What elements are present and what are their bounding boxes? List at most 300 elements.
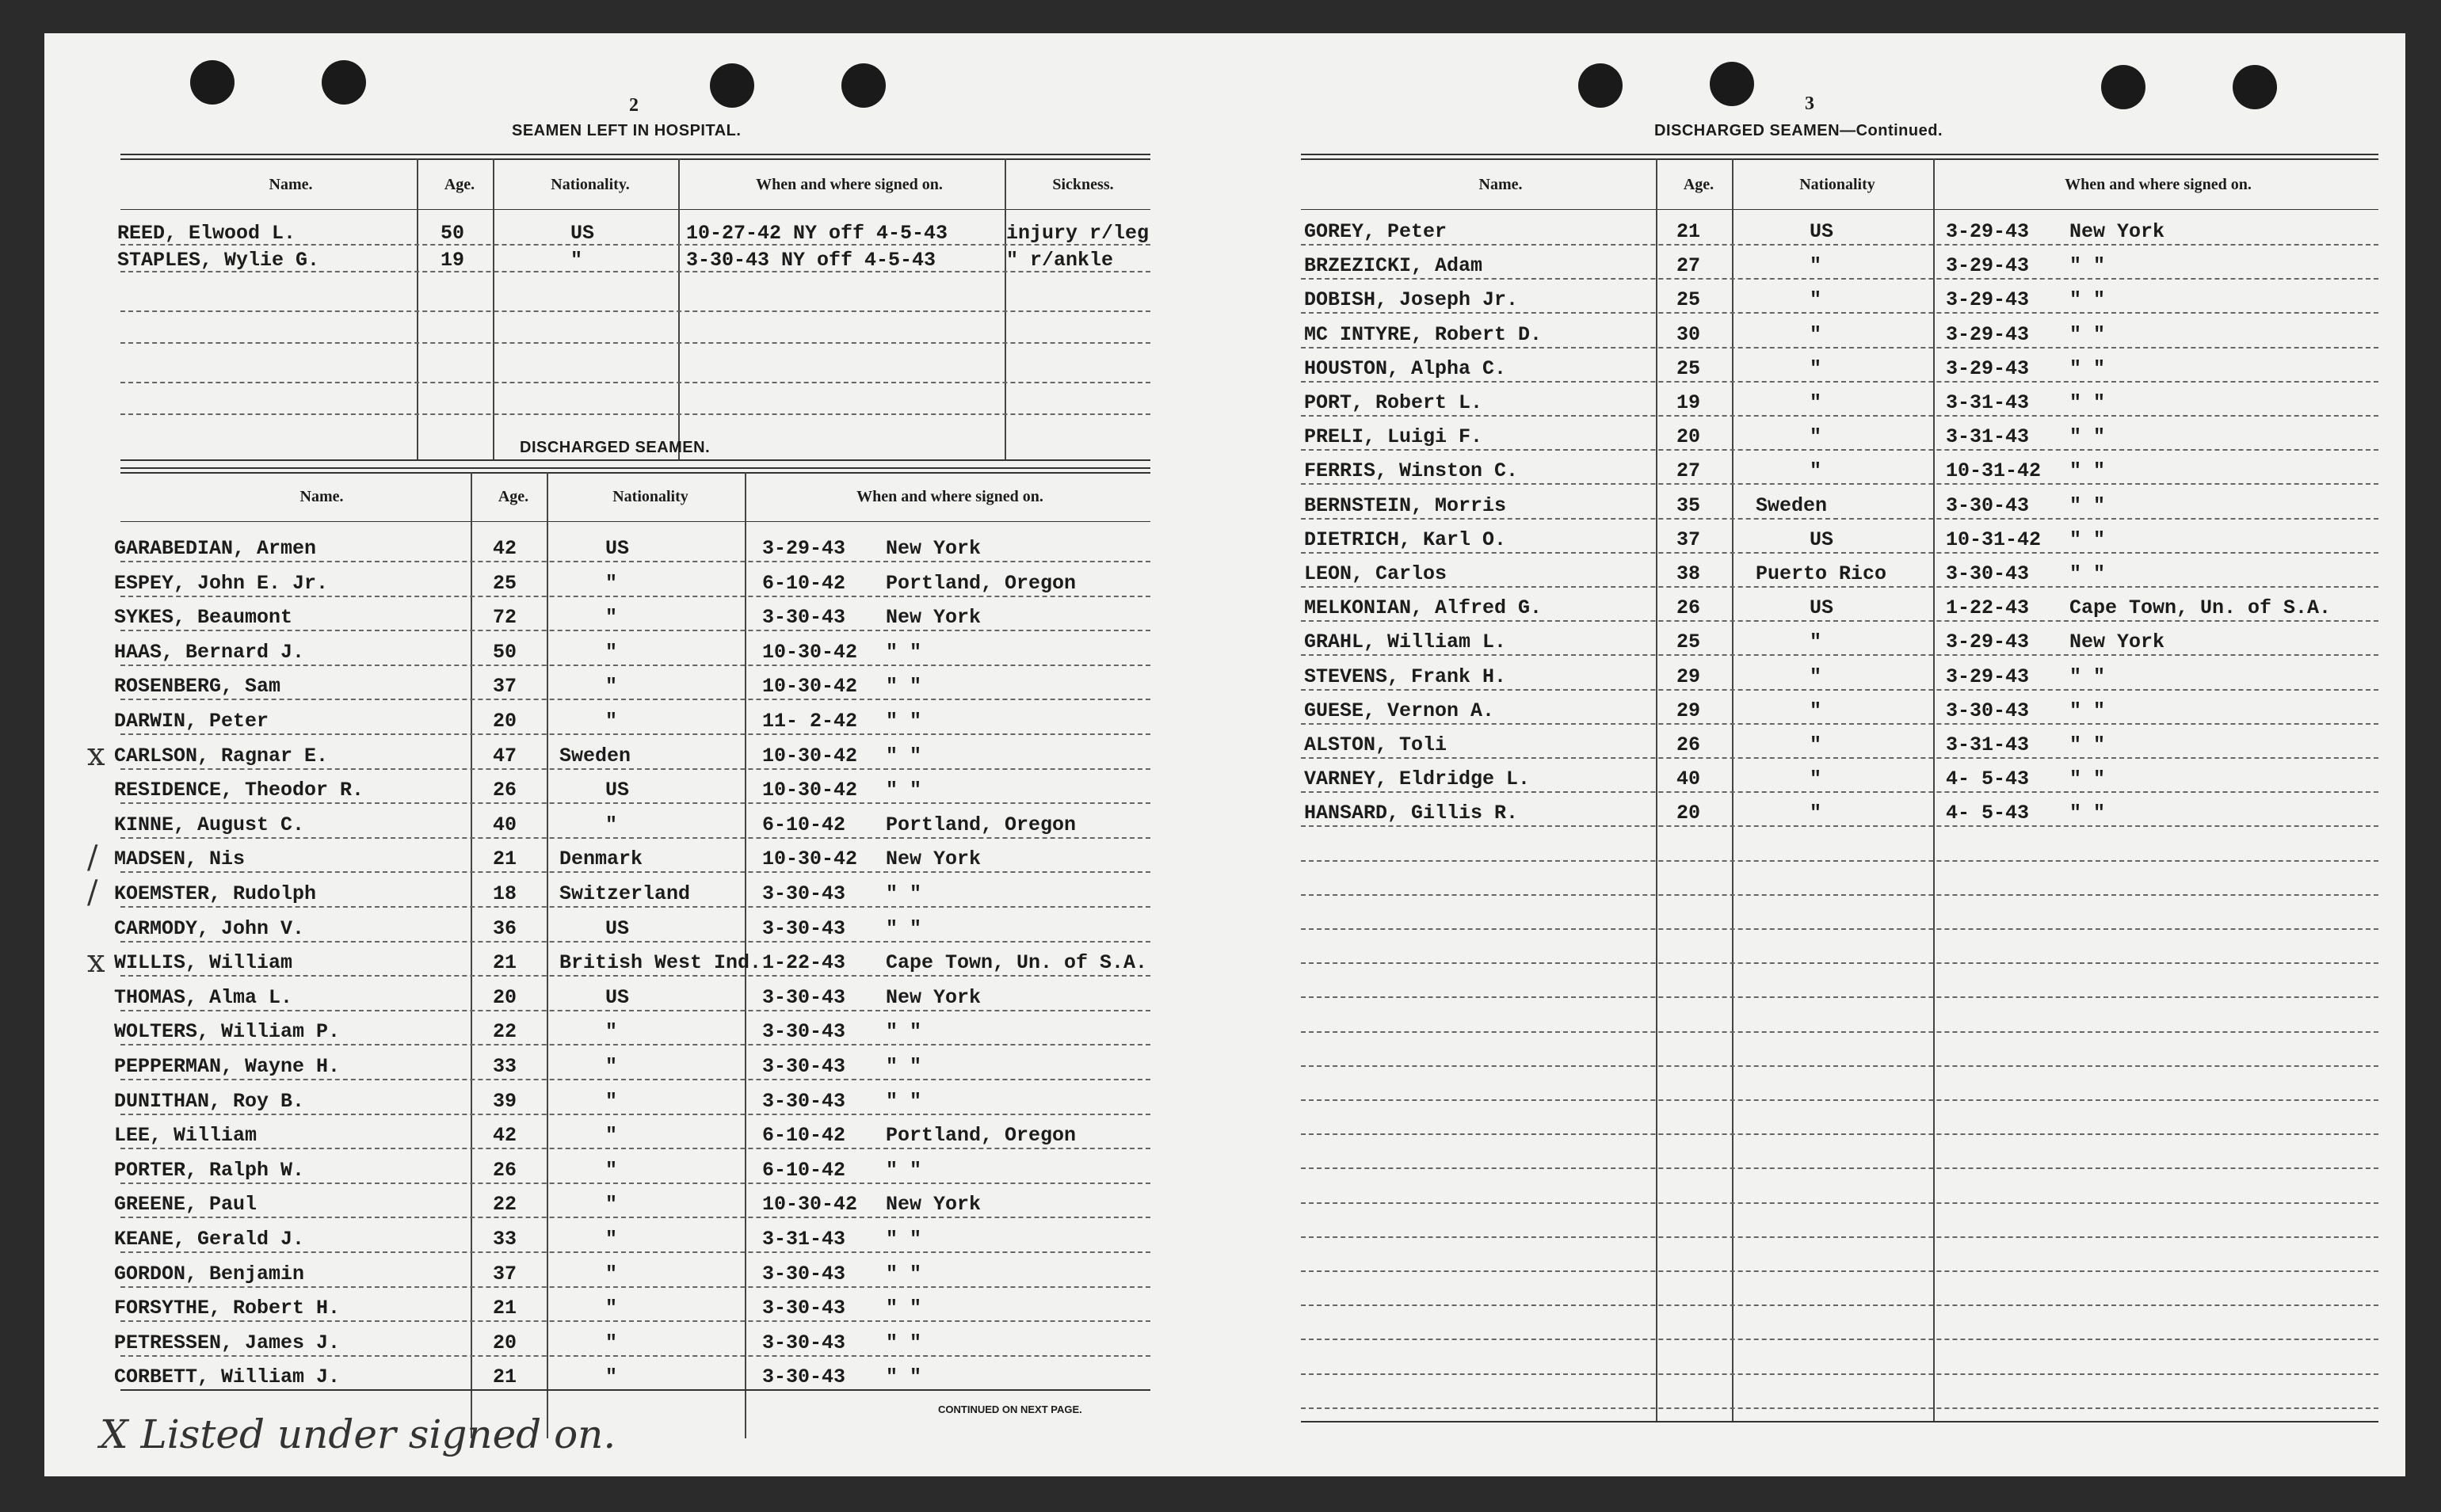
seaman-place-cell: " " xyxy=(2069,528,2106,551)
seaman-name-cell: ROSENBERG, Sam xyxy=(114,675,281,698)
seaman-nationality-cell: " xyxy=(1810,459,1822,482)
seaman-age-cell: 42 xyxy=(493,537,517,560)
seaman-age-cell: 26 xyxy=(1676,733,1701,756)
seaman-date-cell: 3-30-43 xyxy=(762,606,846,629)
seaman-age-cell: 21 xyxy=(493,1365,517,1388)
seaman-name-cell: CARLSON, Ragnar E. xyxy=(114,745,329,767)
hospital-sickness-cell: " r/ankle xyxy=(1006,249,1114,272)
row-rule xyxy=(1301,928,2378,930)
cross-mark: x xyxy=(87,737,105,773)
seaman-place-cell: " " xyxy=(2069,699,2106,722)
seaman-age-cell: 21 xyxy=(493,847,517,870)
seaman-date-cell: 4- 5-43 xyxy=(1946,802,2030,825)
seaman-place-cell: New York xyxy=(2069,630,2165,653)
right-section-title: DISCHARGED SEAMEN—Continued. xyxy=(1654,122,1943,139)
seaman-name-cell: MELKONIAN, Alfred G. xyxy=(1304,596,1543,619)
seaman-name-cell: KINNE, August C. xyxy=(114,813,305,836)
right-header-signed: When and where signed on. xyxy=(2065,176,2252,193)
seaman-age-cell: 39 xyxy=(493,1090,517,1113)
seaman-age-cell: 37 xyxy=(493,1263,517,1285)
row-rule xyxy=(1301,552,2378,554)
seaman-date-cell: 6-10-42 xyxy=(762,572,846,595)
page-number-right: 3 xyxy=(1805,93,1814,114)
seaman-name-cell: HOUSTON, Alpha C. xyxy=(1304,357,1507,380)
seaman-date-cell: 10-30-42 xyxy=(762,675,858,698)
seaman-place-cell: " " xyxy=(886,779,922,802)
hospital-nationality-cell: US xyxy=(570,222,595,245)
row-rule xyxy=(120,975,1150,977)
row-rule xyxy=(1301,312,2378,314)
discharged-section-title: DISCHARGED SEAMEN. xyxy=(520,439,711,456)
row-rule xyxy=(1301,689,2378,691)
row-rule xyxy=(120,802,1150,804)
seaman-place-cell: New York xyxy=(886,537,982,560)
seaman-name-cell: SYKES, Beaumont xyxy=(114,606,293,629)
seaman-name-cell: DARWIN, Peter xyxy=(114,710,269,733)
seaman-date-cell: 3-30-43 xyxy=(762,1365,846,1388)
seaman-place-cell: " " xyxy=(886,1020,922,1043)
seaman-age-cell: 30 xyxy=(1676,323,1701,346)
seaman-nationality-cell: US xyxy=(605,537,630,560)
seaman-name-cell: GOREY, Peter xyxy=(1304,220,1447,243)
seaman-name-cell: GARABEDIAN, Armen xyxy=(114,537,317,560)
column-divider xyxy=(471,472,472,1438)
seaman-date-cell: 6-10-42 xyxy=(762,1124,846,1147)
rule xyxy=(120,154,1150,155)
seaman-date-cell: 3-29-43 xyxy=(1946,665,2030,688)
seaman-date-cell: 3-30-43 xyxy=(762,917,846,940)
seaman-name-cell: GUESE, Vernon A. xyxy=(1304,699,1495,722)
rule xyxy=(120,472,1150,474)
seaman-age-cell: 25 xyxy=(1676,630,1701,653)
punch-hole xyxy=(322,60,366,105)
row-rule xyxy=(1301,1167,2378,1169)
hospital-sickness-cell: injury r/leg xyxy=(1006,222,1150,245)
row-rule xyxy=(1301,586,2378,588)
seaman-date-cell: 3-30-43 xyxy=(762,882,846,905)
seaman-place-cell: " " xyxy=(2069,391,2106,414)
punch-hole xyxy=(710,63,754,108)
seaman-nationality-cell: US xyxy=(1810,220,1834,243)
seaman-nationality-cell: US xyxy=(605,779,630,802)
row-rule xyxy=(120,310,1150,312)
seaman-date-cell: 6-10-42 xyxy=(762,813,846,836)
seaman-date-cell: 1-22-43 xyxy=(762,951,846,974)
seaman-date-cell: 3-29-43 xyxy=(1946,630,2030,653)
row-rule xyxy=(1301,347,2378,348)
row-rule xyxy=(1301,483,2378,485)
seaman-name-cell: DOBISH, Joseph Jr. xyxy=(1304,288,1519,311)
hospital-signed-cell: 10-27-42 NY off 4-5-43 xyxy=(686,222,948,245)
row-rule xyxy=(120,1044,1150,1045)
seaman-name-cell: FERRIS, Winston C. xyxy=(1304,459,1519,482)
row-rule xyxy=(1301,1339,2378,1340)
seaman-nationality-cell: " xyxy=(1810,733,1822,756)
seaman-date-cell: 10-30-42 xyxy=(762,1193,858,1216)
seaman-nationality-cell: " xyxy=(1810,357,1822,380)
seaman-age-cell: 47 xyxy=(493,745,517,767)
cross-mark: x xyxy=(87,943,105,980)
seaman-nationality-cell: Puerto Rico xyxy=(1756,562,1887,585)
seaman-name-cell: CARMODY, John V. xyxy=(114,917,305,940)
seaman-place-cell: New York xyxy=(886,847,982,870)
seaman-nationality-cell: " xyxy=(605,606,618,629)
row-rule xyxy=(120,271,1150,272)
row-rule xyxy=(120,596,1150,597)
seaman-age-cell: 20 xyxy=(1676,802,1701,825)
seaman-age-cell: 20 xyxy=(493,1331,517,1354)
seaman-place-cell: " " xyxy=(886,745,922,767)
seaman-place-cell: Portland, Oregon xyxy=(886,813,1077,836)
seaman-date-cell: 1-22-43 xyxy=(1946,596,2030,619)
seaman-age-cell: 25 xyxy=(493,572,517,595)
row-rule xyxy=(120,871,1150,873)
seaman-age-cell: 21 xyxy=(1676,220,1701,243)
seaman-nationality-cell: " xyxy=(605,1228,618,1251)
row-rule xyxy=(1301,278,2378,280)
row-rule xyxy=(120,837,1150,839)
seaman-nationality-cell: " xyxy=(1810,630,1822,653)
row-rule xyxy=(1301,1065,2378,1067)
seaman-nationality-cell: " xyxy=(605,1055,618,1078)
seaman-nationality-cell: US xyxy=(1810,596,1834,619)
seaman-name-cell: DUNITHAN, Roy B. xyxy=(114,1090,305,1113)
seaman-nationality-cell: Sweden xyxy=(1756,494,1828,517)
seaman-place-cell: " " xyxy=(2069,459,2106,482)
seaman-nationality-cell: " xyxy=(605,1124,618,1147)
seaman-name-cell: DIETRICH, Karl O. xyxy=(1304,528,1507,551)
seaman-date-cell: 10-31-42 xyxy=(1946,459,2042,482)
row-rule xyxy=(1301,757,2378,759)
seaman-age-cell: 42 xyxy=(493,1124,517,1147)
seaman-nationality-cell: " xyxy=(605,1159,618,1182)
seaman-nationality-cell: " xyxy=(1810,323,1822,346)
seaman-date-cell: 3-30-43 xyxy=(762,1090,846,1113)
seaman-age-cell: 33 xyxy=(493,1055,517,1078)
seaman-name-cell: THOMAS, Alma L. xyxy=(114,986,293,1009)
seaman-age-cell: 21 xyxy=(493,1297,517,1320)
seaman-place-cell: " " xyxy=(886,1331,922,1354)
seaman-nationality-cell: " xyxy=(1810,699,1822,722)
row-rule xyxy=(1301,1133,2378,1135)
row-rule xyxy=(120,1251,1150,1253)
seaman-nationality-cell: " xyxy=(1810,391,1822,414)
seaman-date-cell: 3-31-43 xyxy=(1946,391,2030,414)
rule xyxy=(1301,209,2378,210)
seaman-place-cell: " " xyxy=(2069,562,2106,585)
seaman-name-cell: RESIDENCE, Theodor R. xyxy=(114,779,364,802)
seaman-name-cell: FORSYTHE, Robert H. xyxy=(114,1297,341,1320)
row-rule xyxy=(120,733,1150,735)
seaman-nationality-cell: " xyxy=(1810,288,1822,311)
handwritten-note: X Listed under signed on. xyxy=(100,1411,616,1457)
seaman-date-cell: 3-30-43 xyxy=(762,1055,846,1078)
seaman-date-cell: 3-29-43 xyxy=(1946,357,2030,380)
seaman-name-cell: ALSTON, Toli xyxy=(1304,733,1447,756)
row-rule xyxy=(1301,1407,2378,1409)
seaman-nationality-cell: US xyxy=(605,986,630,1009)
seaman-nationality-cell: " xyxy=(605,1020,618,1043)
row-rule xyxy=(120,665,1150,666)
row-rule xyxy=(1301,449,2378,451)
seaman-name-cell: KEANE, Gerald J. xyxy=(114,1228,305,1251)
seaman-place-cell: " " xyxy=(2069,357,2106,380)
seaman-place-cell: Cape Town, Un. of S.A. xyxy=(886,951,1148,974)
hospital-header-nationality: Nationality. xyxy=(551,176,630,193)
row-rule xyxy=(120,244,1150,246)
punch-hole xyxy=(841,63,886,108)
seaman-age-cell: 25 xyxy=(1676,288,1701,311)
seaman-name-cell: GRAHL, William L. xyxy=(1304,630,1507,653)
seaman-date-cell: 3-30-43 xyxy=(1946,494,2030,517)
seaman-nationality-cell: " xyxy=(1810,254,1822,277)
rule xyxy=(1301,154,2378,155)
seaman-place-cell: " " xyxy=(886,1263,922,1285)
seaman-name-cell: GORDON, Benjamin xyxy=(114,1263,305,1285)
seaman-nationality-cell: " xyxy=(605,710,618,733)
row-rule xyxy=(1301,1373,2378,1375)
seaman-age-cell: 20 xyxy=(1676,425,1701,448)
seaman-age-cell: 18 xyxy=(493,882,517,905)
hospital-header-name: Name. xyxy=(269,176,313,193)
seaman-name-cell: PEPPERMAN, Wayne H. xyxy=(114,1055,341,1078)
seaman-age-cell: 36 xyxy=(493,917,517,940)
seaman-age-cell: 26 xyxy=(493,779,517,802)
seaman-age-cell: 19 xyxy=(1676,391,1701,414)
row-rule xyxy=(120,699,1150,700)
row-rule xyxy=(120,941,1150,943)
hospital-name-cell: REED, Elwood L. xyxy=(117,222,296,245)
seaman-nationality-cell: " xyxy=(1810,665,1822,688)
rule xyxy=(120,158,1150,160)
row-rule xyxy=(120,413,1150,415)
row-rule xyxy=(120,1010,1150,1011)
punch-hole xyxy=(190,60,235,105)
right-header-nationality: Nationality xyxy=(1799,176,1875,193)
rule xyxy=(1301,158,2378,160)
row-rule xyxy=(1301,860,2378,862)
discharged-header-name: Name. xyxy=(299,488,344,505)
seaman-name-cell: HANSARD, Gillis R. xyxy=(1304,802,1519,825)
seaman-date-cell: 3-30-43 xyxy=(762,1331,846,1354)
seaman-place-cell: " " xyxy=(2069,425,2106,448)
seaman-date-cell: 10-30-42 xyxy=(762,641,858,664)
seaman-date-cell: 3-29-43 xyxy=(1946,254,2030,277)
seaman-name-cell: MC INTYRE, Robert D. xyxy=(1304,323,1543,346)
seaman-nationality-cell: British West Ind. xyxy=(559,951,762,974)
rule xyxy=(120,521,1150,522)
seaman-nationality-cell: Sweden xyxy=(559,745,631,767)
rule xyxy=(120,1389,1150,1391)
seaman-age-cell: 29 xyxy=(1676,665,1701,688)
row-rule xyxy=(1301,791,2378,793)
seaman-place-cell: " " xyxy=(2069,254,2106,277)
punch-hole xyxy=(1710,62,1754,106)
right-header-name: Name. xyxy=(1478,176,1523,193)
hospital-age-cell: 50 xyxy=(441,222,465,245)
crew-list-sheet xyxy=(44,33,2405,1476)
seaman-name-cell: CORBETT, William J. xyxy=(114,1365,341,1388)
discharged-header-age: Age. xyxy=(498,488,529,505)
hospital-header-signed: When and where signed on. xyxy=(756,176,943,193)
row-rule xyxy=(1301,518,2378,520)
seaman-name-cell: STEVENS, Frank H. xyxy=(1304,665,1507,688)
seaman-name-cell: LEON, Carlos xyxy=(1304,562,1447,585)
seaman-age-cell: 27 xyxy=(1676,459,1701,482)
seaman-place-cell: Portland, Oregon xyxy=(886,572,1077,595)
seaman-place-cell: " " xyxy=(2069,665,2106,688)
row-rule xyxy=(120,906,1150,908)
seaman-name-cell: VARNEY, Eldridge L. xyxy=(1304,767,1531,790)
row-rule xyxy=(120,382,1150,383)
row-rule xyxy=(120,1148,1150,1149)
seaman-age-cell: 22 xyxy=(493,1193,517,1216)
seaman-nationality-cell: Denmark xyxy=(559,847,643,870)
row-rule xyxy=(120,1079,1150,1080)
seaman-age-cell: 50 xyxy=(493,641,517,664)
seaman-place-cell: " " xyxy=(886,882,922,905)
seaman-name-cell: HAAS, Bernard J. xyxy=(114,641,305,664)
seaman-age-cell: 40 xyxy=(1676,767,1701,790)
seaman-nationality-cell: " xyxy=(605,813,618,836)
seaman-name-cell: WOLTERS, William P. xyxy=(114,1020,341,1043)
seaman-date-cell: 10-30-42 xyxy=(762,779,858,802)
row-rule xyxy=(1301,620,2378,622)
check-mark: / xyxy=(87,874,98,911)
punch-hole xyxy=(2101,65,2145,109)
seaman-place-cell: " " xyxy=(2069,494,2106,517)
page-number-left: 2 xyxy=(629,95,639,116)
seaman-age-cell: 35 xyxy=(1676,494,1701,517)
discharged-header-signed: When and where signed on. xyxy=(856,488,1043,505)
row-rule xyxy=(1301,1270,2378,1272)
seaman-age-cell: 22 xyxy=(493,1020,517,1043)
row-rule xyxy=(1301,894,2378,896)
seaman-date-cell: 3-29-43 xyxy=(1946,323,2030,346)
seaman-nationality-cell: " xyxy=(1810,767,1822,790)
seaman-nationality-cell: US xyxy=(1810,528,1834,551)
seaman-place-cell: New York xyxy=(886,606,982,629)
row-rule xyxy=(1301,723,2378,725)
seaman-name-cell: BERNSTEIN, Morris xyxy=(1304,494,1507,517)
seaman-place-cell: " " xyxy=(886,710,922,733)
seaman-name-cell: PORT, Robert L. xyxy=(1304,391,1483,414)
seaman-nationality-cell: Switzerland xyxy=(559,882,691,905)
seaman-nationality-cell: " xyxy=(1810,425,1822,448)
seaman-name-cell: LEE, William xyxy=(114,1124,257,1147)
row-rule xyxy=(120,342,1150,344)
row-rule xyxy=(120,1114,1150,1115)
seaman-date-cell: 10-30-42 xyxy=(762,745,858,767)
seaman-nationality-cell: " xyxy=(605,1365,618,1388)
hospital-nationality-cell: " xyxy=(570,249,583,272)
row-rule xyxy=(120,1355,1150,1357)
hospital-header-age: Age. xyxy=(444,176,475,193)
seaman-date-cell: 6-10-42 xyxy=(762,1159,846,1182)
row-rule xyxy=(1301,1202,2378,1204)
seaman-place-cell: Cape Town, Un. of S.A. xyxy=(2069,596,2332,619)
seaman-name-cell: MADSEN, Nis xyxy=(114,847,246,870)
row-rule xyxy=(1301,654,2378,656)
punch-hole xyxy=(1578,63,1623,108)
seaman-date-cell: 3-31-43 xyxy=(1946,733,2030,756)
seaman-place-cell: " " xyxy=(886,675,922,698)
row-rule xyxy=(120,1183,1150,1184)
seaman-date-cell: 3-30-43 xyxy=(762,1297,846,1320)
seaman-place-cell: " " xyxy=(886,1090,922,1113)
seaman-place-cell: " " xyxy=(886,1228,922,1251)
hospital-name-cell: STAPLES, Wylie G. xyxy=(117,249,320,272)
rule xyxy=(1301,1421,2378,1422)
column-divider xyxy=(547,472,548,1438)
seaman-nationality-cell: " xyxy=(1810,802,1822,825)
rule xyxy=(120,459,1150,461)
check-mark: / xyxy=(87,840,98,876)
seaman-place-cell: " " xyxy=(2069,802,2106,825)
seaman-name-cell: PRELI, Luigi F. xyxy=(1304,425,1483,448)
row-rule xyxy=(120,768,1150,770)
seaman-date-cell: 3-30-43 xyxy=(762,1020,846,1043)
row-rule xyxy=(1301,1031,2378,1033)
seaman-place-cell: " " xyxy=(2069,323,2106,346)
row-rule xyxy=(120,1320,1150,1322)
seaman-nationality-cell: " xyxy=(605,1193,618,1216)
row-rule xyxy=(120,1286,1150,1288)
seaman-age-cell: 37 xyxy=(1676,528,1701,551)
seaman-place-cell: " " xyxy=(886,641,922,664)
continued-note: CONTINUED ON NEXT PAGE. xyxy=(938,1403,1082,1415)
seaman-age-cell: 40 xyxy=(493,813,517,836)
seaman-date-cell: 3-30-43 xyxy=(1946,699,2030,722)
seaman-name-cell: KOEMSTER, Rudolph xyxy=(114,882,317,905)
seaman-name-cell: PORTER, Ralph W. xyxy=(114,1159,305,1182)
seaman-nationality-cell: " xyxy=(605,1331,618,1354)
seaman-age-cell: 29 xyxy=(1676,699,1701,722)
right-header-age: Age. xyxy=(1683,176,1714,193)
rule xyxy=(120,209,1150,210)
seaman-nationality-cell: " xyxy=(605,1263,618,1285)
seaman-age-cell: 38 xyxy=(1676,562,1701,585)
hospital-section-title: SEAMEN LEFT IN HOSPITAL. xyxy=(512,122,742,139)
seaman-age-cell: 25 xyxy=(1676,357,1701,380)
seaman-date-cell: 10-30-42 xyxy=(762,847,858,870)
seaman-date-cell: 3-29-43 xyxy=(762,537,846,560)
seaman-place-cell: New York xyxy=(886,986,982,1009)
seaman-date-cell: 3-29-43 xyxy=(1946,288,2030,311)
seaman-age-cell: 27 xyxy=(1676,254,1701,277)
seaman-age-cell: 37 xyxy=(493,675,517,698)
seaman-age-cell: 33 xyxy=(493,1228,517,1251)
seaman-place-cell: " " xyxy=(2069,288,2106,311)
seaman-age-cell: 21 xyxy=(493,951,517,974)
seaman-place-cell: " " xyxy=(886,1365,922,1388)
seaman-nationality-cell: " xyxy=(605,1090,618,1113)
seaman-nationality-cell: " xyxy=(605,572,618,595)
seaman-name-cell: GREENE, Paul xyxy=(114,1193,257,1216)
hospital-signed-cell: 3-30-43 NY off 4-5-43 xyxy=(686,249,936,272)
seaman-place-cell: " " xyxy=(886,1297,922,1320)
hospital-age-cell: 19 xyxy=(441,249,465,272)
seaman-date-cell: 3-30-43 xyxy=(762,986,846,1009)
seaman-name-cell: WILLIS, William xyxy=(114,951,293,974)
seaman-age-cell: 20 xyxy=(493,710,517,733)
rule xyxy=(120,467,1150,469)
seaman-name-cell: PETRESSEN, James J. xyxy=(114,1331,341,1354)
seaman-nationality-cell: " xyxy=(605,1297,618,1320)
row-rule xyxy=(120,561,1150,562)
seaman-place-cell: Portland, Oregon xyxy=(886,1124,1077,1147)
seaman-place-cell: " " xyxy=(886,1055,922,1078)
